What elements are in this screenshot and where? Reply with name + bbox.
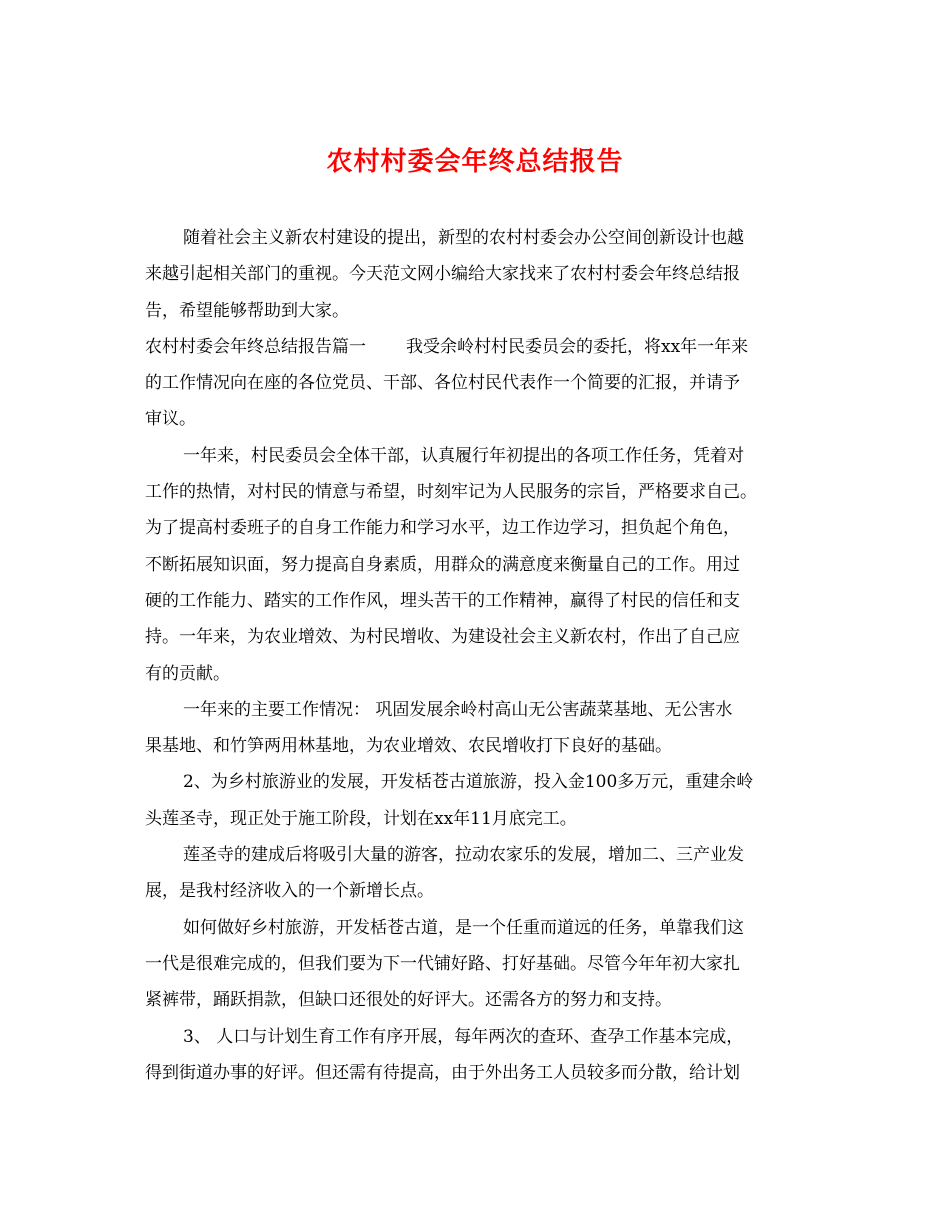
body-line: 3、 人口与计划生育工作有序开展，每年两次的查环、查孕工作基本完成， — [183, 1026, 744, 1047]
section-heading: 农村村委会年终总结报告篇一 — [145, 336, 366, 357]
body-line: 为了提高村委班子的自身工作能力和学习水平，边工作边学习，担负起个角色， — [145, 518, 740, 539]
body-line: 告，希望能够帮助到大家。 — [145, 300, 349, 321]
body-line: 不断拓展知识面，努力提高自身素质，用群众的满意度来衡量自己的工作。用过 — [145, 554, 740, 575]
body-line: 有的贡献。 — [145, 663, 230, 684]
body-text-inline: 我受余岭村村民委员会的委托，将xx年一年来 — [406, 336, 749, 357]
body-line: 一代是很难完成的，但我们要为下一代铺好路、打好基础。尽管今年年初大家扎 — [145, 953, 740, 974]
body-line: 头莲圣寺，现正处于施工阶段，计划在xx年11月底完工。 — [145, 808, 577, 829]
body-line: 得到街道办事的好评。但还需有待提高，由于外出务工人员较多而分散，给计划 — [145, 1062, 740, 1083]
body-line: 果基地、和竹笋两用林基地，为农业增效、农民增收打下良好的基础。 — [145, 736, 672, 757]
body-line: 审议。 — [145, 409, 196, 430]
body-line: 一年来的主要工作情况： 巩固发展余岭村高山无公害蔬菜基地、无公害水 — [183, 699, 733, 720]
body-line: 持。一年来，为农业增效、为村民增收、为建设社会主义新农村，作出了自己应 — [145, 627, 740, 648]
body-line: 2、为乡村旅游业的发展，开发栝苍古道旅游，投入金100多万元，重建余岭 — [183, 772, 754, 793]
document-title: 农村村委会年终总结报告 — [326, 147, 624, 177]
body-line: 的工作情况向在座的各位党员、干部、各位村民代表作一个简要的汇报，并请予 — [145, 373, 740, 394]
body-line: 如何做好乡村旅游，开发栝苍古道，是一个任重而道远的任务，单靠我们这 — [183, 917, 744, 938]
body-line: 工作的热情，对村民的情意与希望，时刻牢记为人民服务的宗旨，严格要求自己。 — [145, 482, 757, 503]
body-line: 展，是我村经济收入的一个新增长点。 — [145, 881, 434, 902]
document-body — [145, 220, 810, 1091]
body-line: 随着社会主义新农村建设的提出，新型的农村村委会办公空间创新设计也越 — [183, 228, 744, 248]
section-heading-line — [145, 329, 810, 365]
body-line: 硬的工作能力、踏实的工作作风，埋头苦干的工作精神，赢得了村民的信任和支 — [145, 590, 740, 611]
body-line: 莲圣寺的建成后将吸引大量的游客，拉动农家乐的发展，增加二、三产业发 — [183, 845, 744, 866]
body-line: 来越引起相关部门的重视。今天范文网小编给大家找来了农村村委会年终总结报 — [145, 264, 740, 285]
body-line: 一年来，村民委员会全体干部，认真履行年初提出的各项工作任务，凭着对 — [183, 445, 744, 466]
body-line: 紧裤带，踊跃捐款，但缺口还很处的好评大。还需各方的努力和支持。 — [145, 990, 672, 1011]
